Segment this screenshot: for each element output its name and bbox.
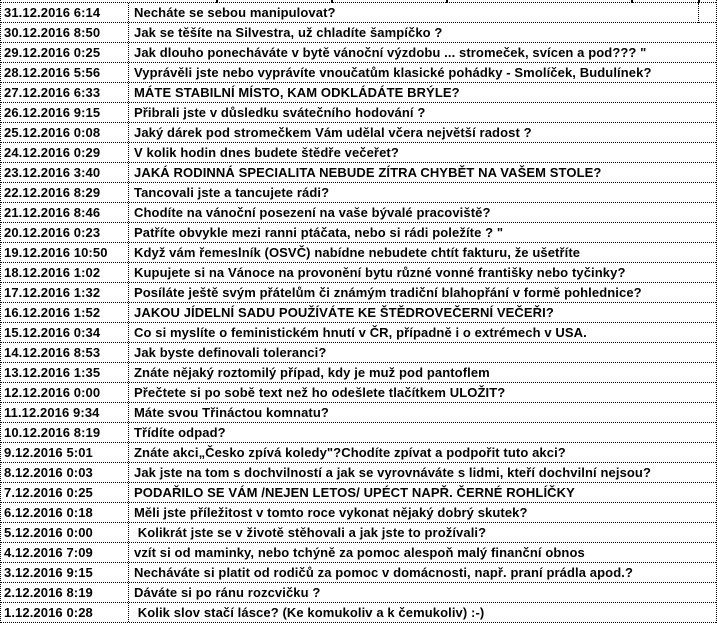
date-cell[interactable]: 16.12.2016 1:52 xyxy=(1,303,129,322)
table-row xyxy=(1,223,716,243)
table-row xyxy=(1,163,716,183)
table-row xyxy=(1,303,716,323)
table-row xyxy=(1,203,716,223)
question-cell[interactable]: Necháváte si platit od rodičů za pomoc v domácnosti, např. praní prádla apod.? xyxy=(134,565,633,580)
date-cell[interactable]: 13.12.2016 1:35 xyxy=(1,363,129,382)
date-cell[interactable]: 31.12.2016 6:14 xyxy=(1,3,129,22)
table-row xyxy=(1,443,716,463)
question-cell[interactable]: Přibrali jste v důsledku svátečního hodování ? xyxy=(134,105,426,120)
column-divider-remnant xyxy=(631,0,633,3)
date-cell[interactable]: 6.12.2016 0:18 xyxy=(1,503,129,522)
question-cell[interactable]: Vyprávěli jste nebo vyprávíte vnoučatům klasické pohádky - Smolíček, Budulínek? xyxy=(134,65,652,80)
date-cell[interactable]: 21.12.2016 8:46 xyxy=(1,203,129,222)
column-divider-remnant xyxy=(446,0,448,3)
table-row xyxy=(1,583,716,603)
table-row xyxy=(1,463,716,483)
question-cell[interactable]: V kolik hodin dnes budete štědře večeřet? xyxy=(134,145,399,160)
date-cell[interactable]: 3.12.2016 9:15 xyxy=(1,563,129,582)
date-cell[interactable]: 1.12.2016 0:28 xyxy=(1,603,129,622)
table-row xyxy=(1,503,716,523)
column-divider-remnant xyxy=(331,0,333,3)
table-row xyxy=(1,43,716,63)
question-cell[interactable]: Máte svou Třináctou komnatu? xyxy=(134,405,329,420)
date-cell[interactable]: 5.12.2016 0:00 xyxy=(1,523,129,542)
questions-table-body xyxy=(1,3,716,623)
table-row xyxy=(1,363,716,383)
question-cell[interactable]: Chodíte na vánoční posezení na vaše bývalé pracoviště? xyxy=(134,205,491,220)
date-cell[interactable]: 11.12.2016 9:34 xyxy=(1,403,129,422)
date-cell[interactable]: 15.12.2016 0:34 xyxy=(1,323,129,342)
question-cell[interactable]: Co si myslíte o feministickém hnutí v ČR, případně i o extrémech v USA. xyxy=(134,325,587,340)
date-cell[interactable]: 2.12.2016 8:19 xyxy=(1,583,129,602)
table-row xyxy=(1,83,716,103)
date-cell[interactable]: 12.12.2016 0:00 xyxy=(1,383,129,402)
table-row xyxy=(1,123,716,143)
question-cell[interactable]: vzít si od maminky, nebo tchýně za pomoc alespoň malý finanční obnos xyxy=(134,545,585,560)
question-cell[interactable]: Jak dlouho ponecháváte v bytě vánoční výzdobu ... stromeček, svícen a pod??? " xyxy=(134,45,647,60)
date-cell[interactable]: 7.12.2016 0:25 xyxy=(1,483,129,502)
date-cell[interactable]: 8.12.2016 0:03 xyxy=(1,463,129,482)
table-row xyxy=(1,523,716,543)
date-cell[interactable]: 17.12.2016 1:32 xyxy=(1,283,129,302)
date-cell[interactable]: 18.12.2016 1:02 xyxy=(1,263,129,282)
question-cell[interactable]: Přečtete si po sobě text než ho odešlete tlačítkem ULOŽIT? xyxy=(134,385,506,400)
question-cell[interactable]: Když vám řemeslník (OSVČ) nabídne nebudete chtít fakturu, že ušetříte xyxy=(134,245,581,260)
date-cell[interactable]: 10.12.2016 8:19 xyxy=(1,423,129,442)
question-cell[interactable]: Jak jste na tom s dochvilností a jak se vyrovnáváte s lidmi, kteří dochvilní nejsou? xyxy=(134,465,652,480)
date-cell[interactable]: 25.12.2016 0:08 xyxy=(1,123,129,142)
question-cell[interactable]: Posíláte ještě svým přátelům či známým tradiční blahopřání v formě pohlednice? xyxy=(134,285,642,300)
date-cell[interactable]: 14.12.2016 8:53 xyxy=(1,343,129,362)
question-cell[interactable]: Jak se těšíte na Silvestra, už chladíte šampíčko ? xyxy=(134,25,443,40)
question-cell[interactable]: Měli jste příležitost v tomto roce vykonat nějaký dobrý skutek? xyxy=(134,505,528,520)
date-cell[interactable]: 26.12.2016 9:15 xyxy=(1,103,129,122)
date-cell[interactable]: 29.12.2016 0:25 xyxy=(1,43,129,62)
table-row xyxy=(1,263,716,283)
table-row xyxy=(1,143,716,163)
question-cell[interactable]: Kolik slov stačí lásce? (Ke komukoliv a k čemukoliv) :-) xyxy=(134,605,485,620)
table-row xyxy=(1,603,716,623)
date-cell[interactable]: 24.12.2016 0:29 xyxy=(1,143,129,162)
date-cell[interactable]: 22.12.2016 8:29 xyxy=(1,183,129,202)
date-cell[interactable]: 9.12.2016 5:01 xyxy=(1,443,129,462)
question-cell[interactable]: Tancovali jste a tancujete rádi? xyxy=(134,185,330,200)
table-row xyxy=(1,383,716,403)
question-cell[interactable]: Kupujete si na Vánoce na provonění bytu různé vonné františky nebo tyčinky? xyxy=(134,265,626,280)
question-cell[interactable]: JAKOU JÍDELNÍ SADU POUŽÍVÁTE KE ŠTĚDROVEČERNÍ VEČEŘI? xyxy=(134,305,554,320)
table-row xyxy=(1,243,716,263)
date-cell[interactable]: 23.12.2016 3:40 xyxy=(1,163,129,182)
table-row xyxy=(1,283,716,303)
table-row xyxy=(1,563,716,583)
question-cell[interactable]: Znáte nějaký roztomilý případ, kdy je muž pod pantoflem xyxy=(134,365,490,380)
table-row xyxy=(1,483,716,503)
question-cell[interactable]: Patříte obvykle mezi ranni ptáčata, nebo si rádi poležíte ? " xyxy=(134,225,504,240)
date-cell[interactable]: 4.12.2016 7:09 xyxy=(1,543,129,562)
table-row xyxy=(1,63,716,83)
table-row xyxy=(1,403,716,423)
table-row xyxy=(1,343,716,363)
question-cell[interactable]: Necháte se sebou manipulovat? xyxy=(134,5,336,20)
cell-divider xyxy=(698,3,699,23)
table-row xyxy=(1,103,716,123)
table-row xyxy=(1,183,716,203)
question-cell[interactable]: PODAŘILO SE VÁM /NEJEN LETOS/ UPÉCT NAPŘ. ČERNÉ ROHLÍČKY xyxy=(134,485,575,500)
question-cell[interactable]: Třídíte odpad? xyxy=(134,425,226,440)
question-cell[interactable]: Znáte akci„Česko zpívá koledy"?Chodíte zpívat a podpořit tuto akci? xyxy=(134,445,566,460)
table-row xyxy=(1,23,716,43)
date-cell[interactable]: 28.12.2016 5:56 xyxy=(1,63,129,82)
column-divider-remnant xyxy=(216,0,218,3)
date-cell[interactable]: 20.12.2016 0:23 xyxy=(1,223,129,242)
question-cell[interactable]: MÁTE STABILNÍ MÍSTO, KAM ODKLÁDÁTE BRÝLE? xyxy=(134,85,460,100)
table-row xyxy=(1,543,716,563)
date-cell[interactable]: 30.12.2016 8:50 xyxy=(1,23,129,42)
table-row xyxy=(1,3,716,23)
question-cell[interactable]: JAKÁ RODINNÁ SPECIALITA NEBUDE ZÍTRA CHYBĚT NA VAŠEM STOLE? xyxy=(134,165,602,180)
question-cell[interactable]: Dáváte si po ránu rozcvičku ? xyxy=(134,585,321,600)
question-cell[interactable]: Jak byste definovali toleranci? xyxy=(134,345,327,360)
question-cell[interactable]: Kolikrát jste se v životě stěhovali a jak jste to prožívali? xyxy=(134,525,487,540)
table-row xyxy=(1,423,716,443)
date-cell[interactable]: 19.12.2016 10:50 xyxy=(1,243,129,262)
question-cell[interactable]: Jaký dárek pod stromečkem Vám udělal včera největší radost ? xyxy=(134,125,532,140)
table-row xyxy=(1,323,716,343)
date-cell[interactable]: 27.12.2016 6:33 xyxy=(1,83,129,102)
cropped-top-row xyxy=(1,0,716,3)
